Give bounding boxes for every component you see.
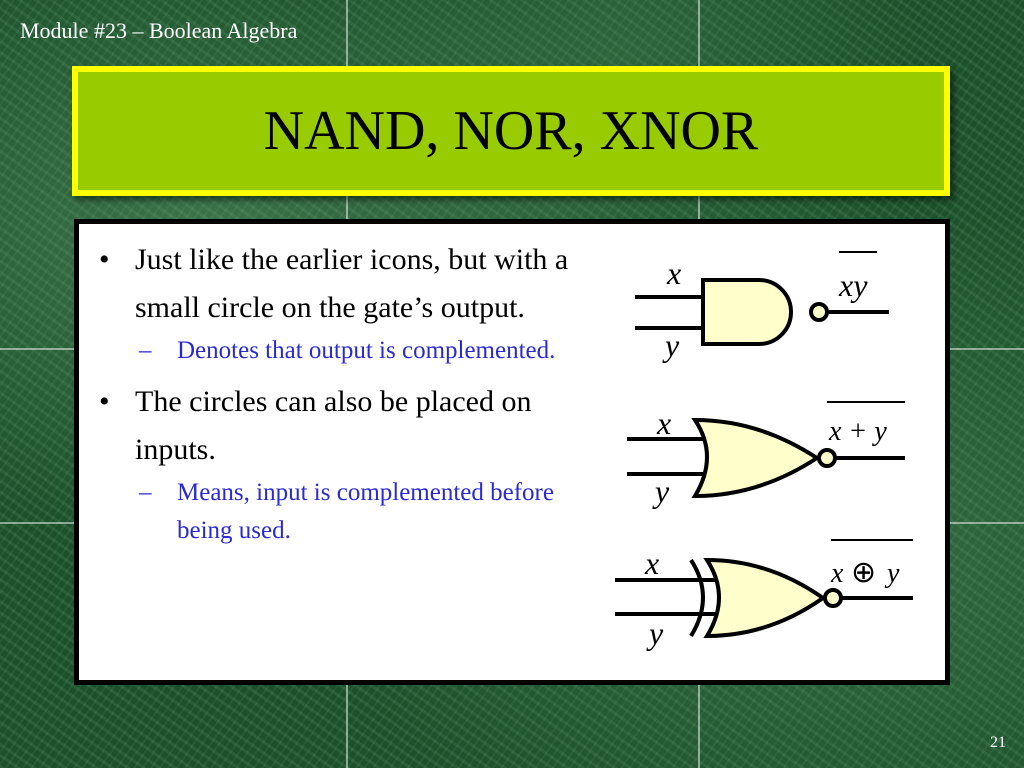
nand-input-y: y	[665, 327, 680, 363]
sub-bullet-text: Denotes that output is complemented.	[177, 337, 556, 364]
nor-output: x + y	[829, 416, 887, 447]
nor-body	[695, 420, 817, 496]
xnor-extra-curve	[691, 560, 703, 636]
nor-input-x: x	[657, 405, 672, 441]
bullet-text: Just like the earlier icons, but with a small circle on the gate’s output.	[135, 243, 569, 324]
xnor-body	[707, 560, 823, 636]
sub-bullet-text: Means, input is complemented before being used.	[177, 479, 554, 544]
inversion-bubble	[811, 304, 827, 320]
xnor-gate	[615, 540, 913, 651]
xnor-input-y: y	[649, 615, 664, 651]
nor-gate	[627, 402, 905, 509]
sub-bullet-item: – Means, input is complemented before being used.	[139, 474, 593, 550]
title-box	[72, 66, 950, 196]
xnor-input-x: x	[645, 545, 660, 581]
nand-gate	[635, 252, 889, 363]
content-box	[74, 219, 950, 685]
gate-diagrams	[79, 224, 945, 680]
slide-title: NAND, NOR, XNOR	[78, 72, 944, 190]
bullet-item: • The circles can also be placed on inputs.	[93, 378, 593, 474]
xnor-output-x: x	[831, 558, 844, 589]
xnor-output-y: y	[887, 558, 900, 589]
sub-bullet-item: – Denotes that output is complemented.	[139, 332, 593, 370]
bullet-text: The circles can also be placed on inputs.	[135, 385, 532, 466]
bullet-item: • Just like the earlier icons, but with a small circle on the gate’s output.	[93, 236, 593, 332]
page-number: 21	[990, 734, 1006, 751]
xnor-operator: ⊕	[851, 556, 877, 589]
module-title: Module #23 – Boolean Algebra	[20, 18, 298, 43]
nand-output: xy	[839, 267, 868, 303]
nand-body	[703, 280, 791, 344]
inversion-bubble	[825, 590, 841, 606]
nor-input-y: y	[655, 473, 670, 509]
nand-input-x: x	[667, 255, 682, 291]
inversion-bubble	[819, 450, 835, 466]
